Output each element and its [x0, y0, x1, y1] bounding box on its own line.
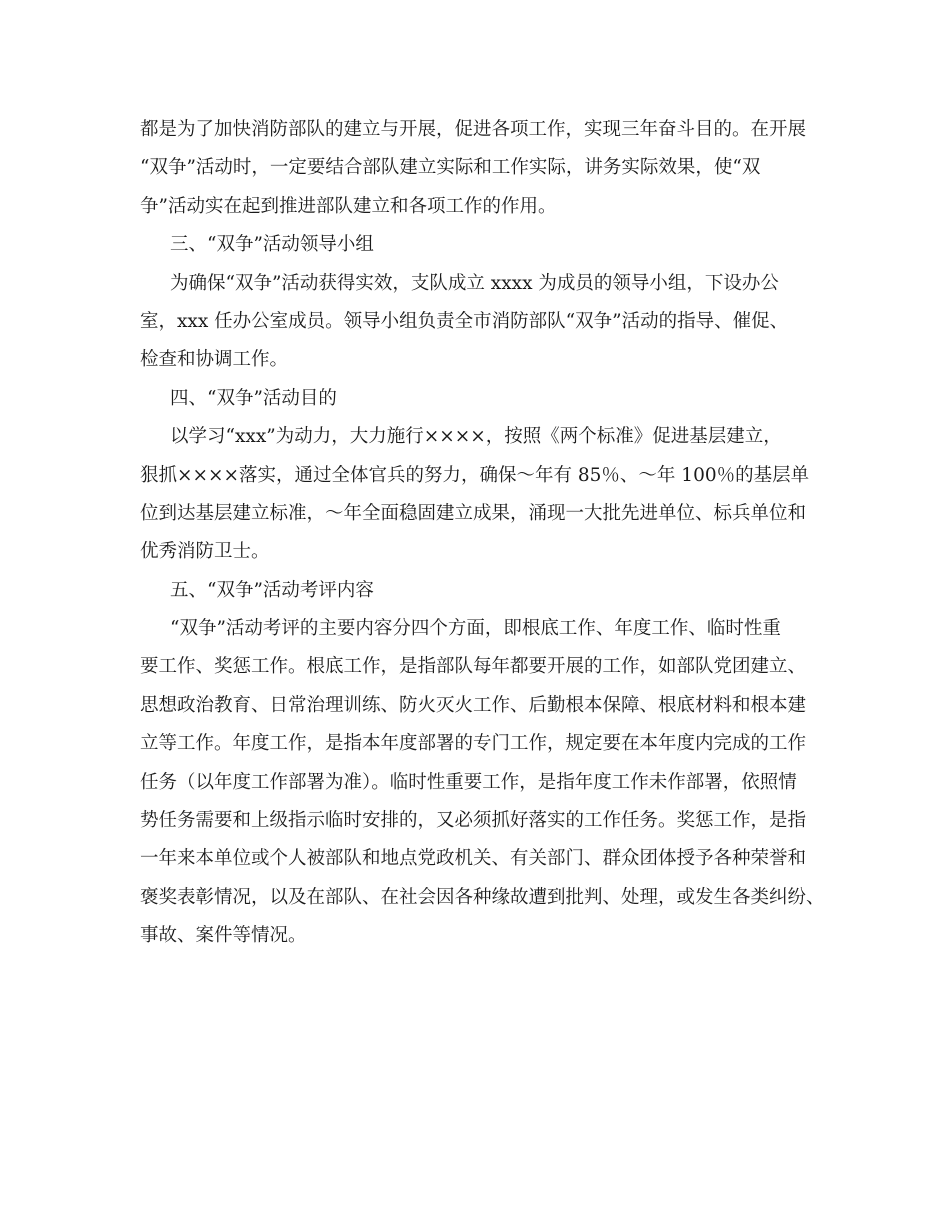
paragraph-line: 思想政治教育、日常治理训练、防火灭火工作、后勤根本保障、根底材料和根本建 — [140, 694, 807, 716]
paragraph-line: 位到达基层建立标准，～年全面稳固建立成果，涌现一大批先进单位、标兵单位和 — [140, 502, 807, 524]
paragraph-line: 要工作、奖惩工作。根底工作，是指部队每年都要开展的工作，如部队党团建立、 — [140, 656, 807, 678]
paragraph-line: 一年来本单位或个人被部队和地点党政机关、有关部门、群众团体授予各种荣誉和 — [140, 848, 807, 870]
paragraph-line: 褒奖表彰情况，以及在部队、在社会因各种缘故遭到批判、处理，或发生各类纠纷、 — [140, 886, 825, 908]
document-body — [140, 111, 830, 956]
section-heading: 五、“双争”活动考评内容 — [170, 579, 374, 601]
paragraph-line: 优秀消防卫士。 — [140, 541, 270, 563]
paragraph-line: 势任务需要和上级指示临时安排的，又必须抓好落实的工作任务。奖惩工作，是指 — [140, 810, 807, 832]
section-heading: 四、“双争”活动目的 — [170, 387, 337, 409]
paragraph-line: 以学习“xxx”为动力，大力施行××××，按照《两个标准》促进基层建立， — [170, 426, 782, 448]
paragraph-line: 室，xxx 任办公室成员。领导小组负责全市消防部队“双争”活动的指导、催促、 — [140, 310, 789, 332]
section-heading: 三、“双争”活动领导小组 — [170, 234, 374, 256]
paragraph-line: 狠抓××××落实，通过全体官兵的努力，确保～年有 85％、～年 100％的基层单 — [140, 464, 810, 486]
paragraph-line: 争”活动实在起到推进部队建立和各项工作的作用。 — [140, 195, 557, 217]
paragraph-line: 事故、案件等情况。 — [140, 925, 307, 947]
paragraph-line: “双争”活动考评的主要内容分四个方面，即根底工作、年度工作、临时性重 — [170, 618, 781, 640]
paragraph-line: “双争”活动时，一定要结合部队建立实际和工作实际，讲务实际效果，使“双 — [140, 157, 761, 179]
paragraph-line: 都是为了加快消防部队的建立与开展，促进各项工作，实现三年奋斗目的。在开展 — [140, 119, 807, 140]
paragraph-line: 任务（以年度工作部署为准）。临时性重要工作，是指年度工作未作部署，依照情 — [140, 771, 797, 793]
paragraph-line: 立等工作。年度工作，是指本年度部署的专门工作，规定要在本年度内完成的工作 — [140, 733, 807, 755]
paragraph-line: 检查和协调工作。 — [140, 349, 289, 371]
paragraph-line: 为确保“双争”活动获得实效，支队成立 xxxx 为成员的领导小组，下设办公 — [170, 272, 779, 294]
